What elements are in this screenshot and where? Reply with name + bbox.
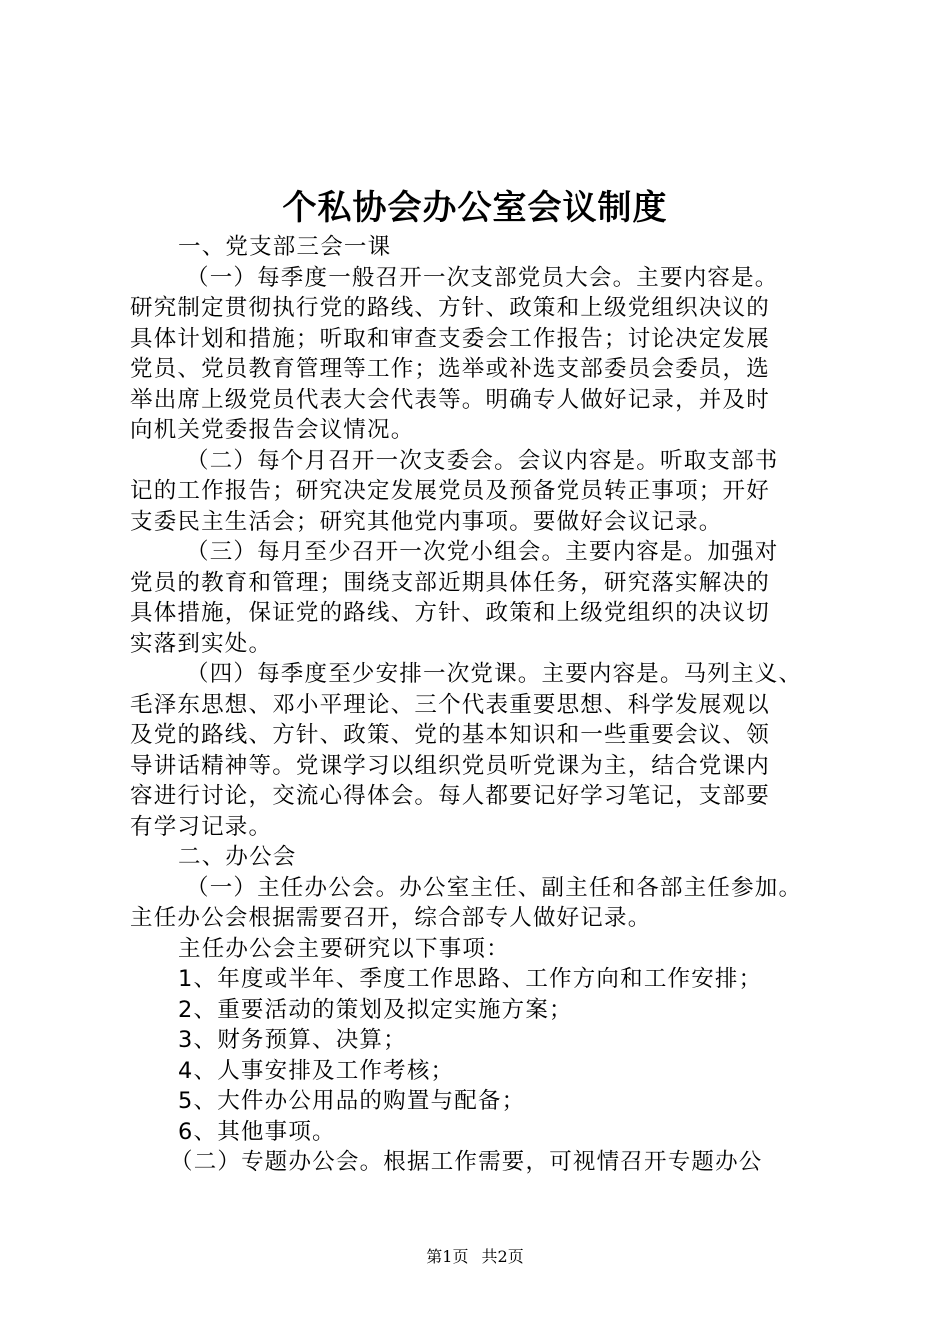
- paragraph-line: 导讲话精神等。党课学习以组织党员听党课为主，结合党课内: [130, 752, 770, 779]
- paragraph-line: 党员、党员教育管理等工作；选举或补选支部委员会委员，选: [130, 356, 770, 382]
- paragraph-line: （二）专题办公会。根据工作需要，可视情召开专题办公: [170, 1149, 763, 1175]
- paragraph-line: 具体计划和措施；听取和审查支委会工作报告；讨论决定发展: [130, 325, 770, 352]
- list-item: 4、人事安排及工作考核；: [178, 1057, 455, 1084]
- paragraph-line: 毛泽东思想、邓小平理论、三个代表重要思想、科学发展观以: [130, 691, 770, 718]
- paragraph-line: 具体措施，保证党的路线、方针、政策和上级党组织的决议切: [130, 600, 770, 626]
- paragraph-line: （三）每月至少召开一次党小组会。主要内容是。加强对: [186, 539, 779, 565]
- section-heading: 一、党支部三会一课: [178, 234, 392, 260]
- paragraph-line: 记的工作报告；研究决定发展党员及预备党员转正事项；开好: [130, 478, 770, 504]
- paragraph-line: （一）主任办公会。办公室主任、副主任和各部主任参加。: [186, 874, 803, 901]
- document-title: 个私协会办公室会议制度: [282, 188, 668, 228]
- list-item: 5、大件办公用品的购置与配备；: [178, 1088, 526, 1114]
- section-heading: 二、办公会: [178, 844, 297, 870]
- paragraph-line: 向机关党委报告会议情况。: [130, 417, 415, 443]
- list-item: 2、重要活动的策划及拟定实施方案；: [178, 996, 573, 1023]
- paragraph-line: 研究制定贯彻执行党的路线、方针、政策和上级党组织决议的: [130, 295, 770, 321]
- paragraph-line: （四）每季度至少安排一次党课。主要内容是。马列主义、: [186, 661, 803, 687]
- paragraph-line: （二）每个月召开一次支委会。会议内容是。听取支部书: [186, 447, 779, 474]
- list-item: 1、年度或半年、季度工作思路、工作方向和工作安排；: [178, 966, 763, 992]
- paragraph-line: 党员的教育和管理；围绕支部近期具体任务，研究落实解决的: [130, 569, 770, 596]
- paragraph-line: 支委民主生活会；研究其他党内事项。要做好会议记录。: [130, 508, 723, 535]
- paragraph-line: 主任办公会根据需要召开，综合部专人做好记录。: [130, 905, 652, 931]
- page-footer: [0, 1244, 950, 1267]
- paragraph-line: 举出席上级党员代表大会代表等。明确专人做好记录，并及时: [130, 386, 770, 413]
- paragraph-line: （一）每季度一般召开一次支部党员大会。主要内容是。: [186, 264, 779, 291]
- list-item: 6、其他事项。: [178, 1118, 336, 1145]
- paragraph-line: 主任办公会主要研究以下事项：: [178, 935, 510, 962]
- paragraph-line: 容进行讨论，交流心得体会。每人都要记好学习笔记，支部要: [130, 783, 770, 809]
- list-item: 3、财务预算、决算；: [178, 1027, 407, 1053]
- paragraph-line: 有学习记录。: [130, 813, 273, 840]
- document-body: [130, 232, 850, 1178]
- page-total: 共2页: [481, 1247, 524, 1266]
- paragraph-line: 实落到实处。: [130, 630, 273, 657]
- paragraph-line: 及党的路线、方针、政策、党的基本知识和一些重要会议、领: [130, 722, 770, 748]
- page-number: 第1页: [426, 1247, 469, 1266]
